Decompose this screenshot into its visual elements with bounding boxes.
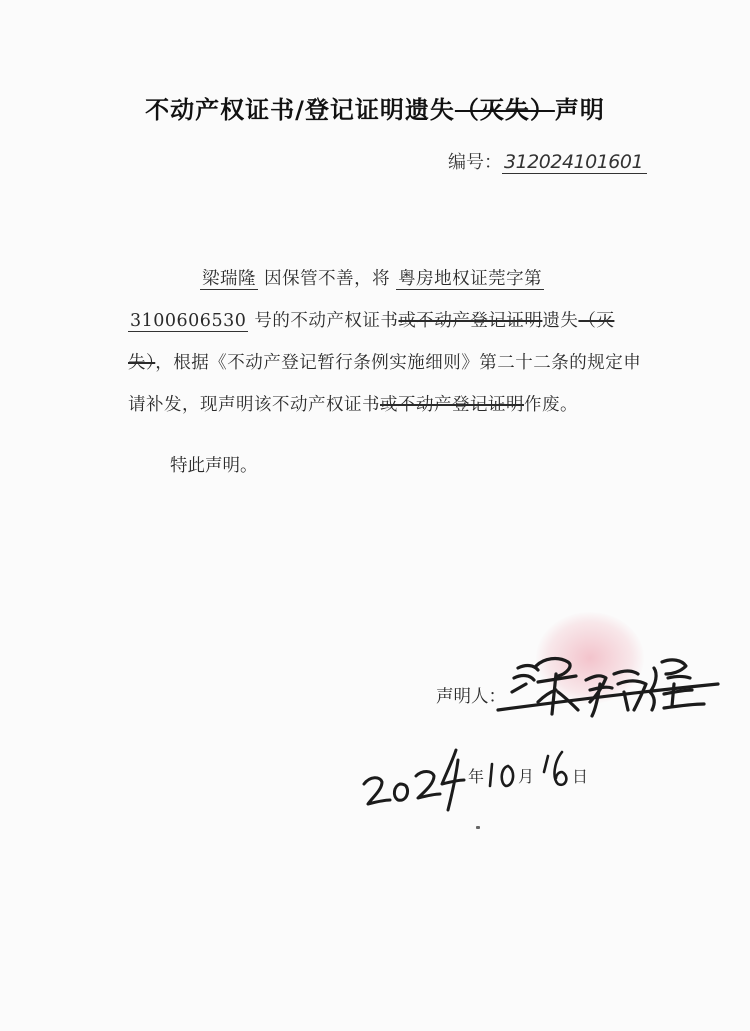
- signature-label: 声明人：: [436, 687, 506, 707]
- declaration-body: [128, 258, 648, 426]
- declarant-name: 梁瑞隆: [202, 269, 256, 289]
- month-unit: 月: [518, 767, 535, 786]
- struck-text-3: 或不动产登记证明: [380, 395, 524, 415]
- handwritten-year: [360, 744, 470, 814]
- serial-number: [448, 148, 647, 174]
- document-title: [0, 90, 750, 125]
- closing-statement: 特此声明。: [170, 456, 258, 476]
- certificate-issuer: 粤房地权证莞字第: [398, 269, 543, 289]
- certificate-number: 3100606530: [130, 311, 247, 331]
- handwritten-signature: [478, 644, 728, 724]
- title-main: 不动产权证书/登记证明遗失: [145, 96, 455, 124]
- body-text-2: 号的不动产权证书: [254, 311, 399, 331]
- struck-text-2: （灭失）: [128, 311, 615, 373]
- struck-text-1: 或不动产登记证明: [398, 311, 543, 331]
- year-unit: 年: [468, 767, 485, 786]
- serial-label: 编号：: [448, 152, 502, 173]
- serial-value: 312024101601: [502, 151, 647, 174]
- ink-dot: [476, 826, 480, 829]
- title-suffix: 声明: [554, 96, 605, 124]
- body-text-3: 遗失: [542, 311, 579, 331]
- body-text-1: 因保管不善，将: [264, 269, 391, 289]
- body-text-5: 作废。: [524, 395, 578, 415]
- title-struck-text: （灭失）: [454, 96, 555, 124]
- body-text-4: ，根据《不动产登记暂行条例实施细则》第二十二条的规定申请补发，现声明该不动产权证书: [128, 353, 642, 415]
- day-unit: 日: [572, 767, 589, 786]
